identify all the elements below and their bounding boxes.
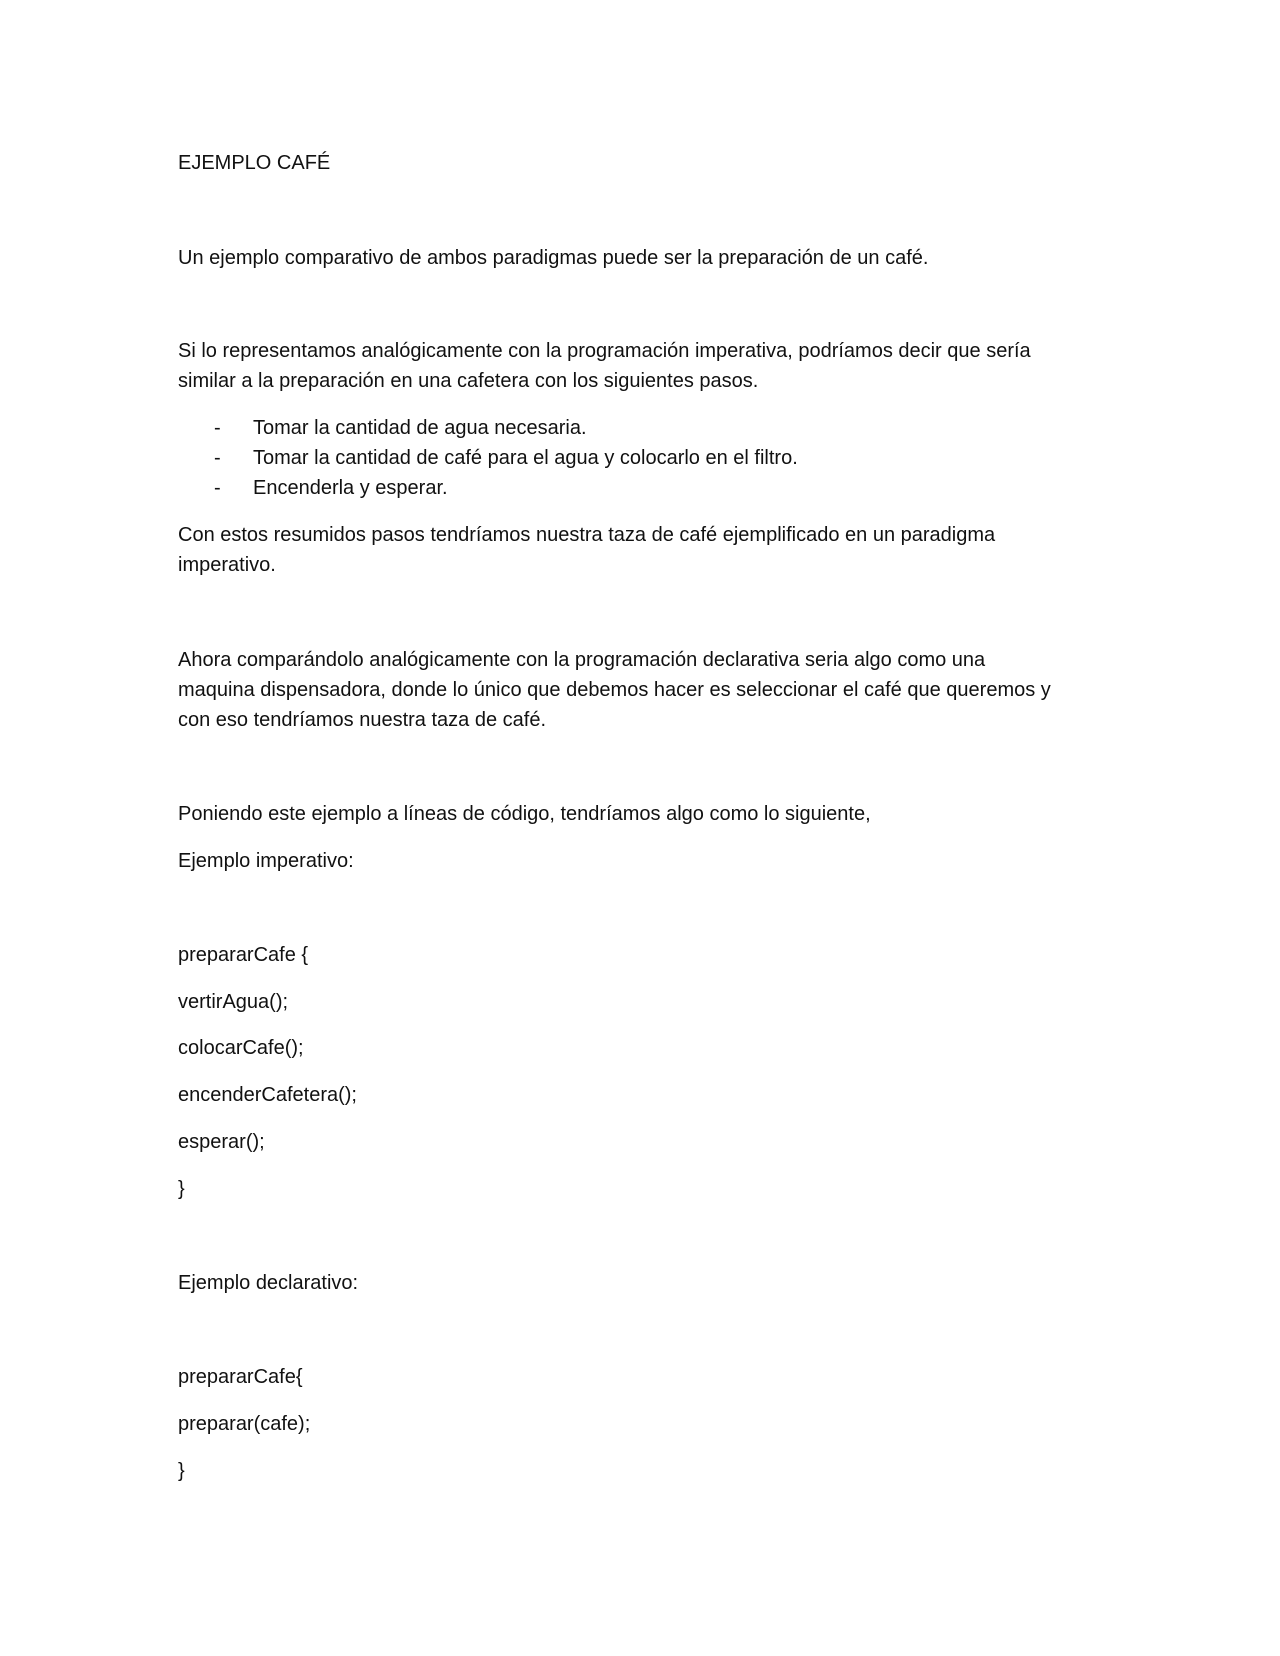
code-line: preparar(cafe); bbox=[178, 1413, 311, 1435]
code-line: prepararCafe { bbox=[178, 944, 309, 966]
declarative-paragraph-line-2: maquina dispensadora, donde lo único que debemos hacer es seleccionar el café que queremos y bbox=[178, 679, 1051, 701]
list-item: Tomar la cantidad de café para el agua y colocarlo en el filtro. bbox=[253, 447, 798, 469]
code-line: encenderCafetera(); bbox=[178, 1084, 357, 1106]
code-line: } bbox=[178, 1460, 185, 1482]
code-line: prepararCafe{ bbox=[178, 1366, 303, 1388]
declarative-paragraph-line-1: Ahora comparándolo analógicamente con la programación declarativa seria algo como una bbox=[178, 649, 986, 671]
code-line: colocarCafe(); bbox=[178, 1037, 304, 1059]
code-line: } bbox=[178, 1178, 185, 1200]
document-title: EJEMPLO CAFÉ bbox=[178, 152, 331, 174]
code-intro-paragraph: Poniendo este ejemplo a líneas de código, tendríamos algo como lo siguiente, bbox=[178, 803, 871, 825]
intro-paragraph: Un ejemplo comparativo de ambos paradigmas puede ser la preparación de un café. bbox=[178, 247, 929, 269]
list-bullet: - bbox=[214, 477, 221, 499]
imperative-example-label: Ejemplo imperativo: bbox=[178, 850, 354, 872]
imperative-paragraph-line-1: Si lo representamos analógicamente con la programación imperativa, podríamos decir que sería bbox=[178, 340, 1031, 362]
list-bullet: - bbox=[214, 417, 221, 439]
summary-paragraph-line-1: Con estos resumidos pasos tendríamos nuestra taza de café ejemplificado en un paradigma bbox=[178, 524, 996, 546]
list-item: Tomar la cantidad de agua necesaria. bbox=[253, 417, 587, 439]
list-item: Encenderla y esperar. bbox=[253, 477, 448, 499]
imperative-paragraph-line-2: similar a la preparación en una cafetera con los siguientes pasos. bbox=[178, 370, 759, 392]
declarative-paragraph-line-3: con eso tendríamos nuestra taza de café. bbox=[178, 709, 546, 731]
code-line: esperar(); bbox=[178, 1131, 265, 1153]
declarative-example-label: Ejemplo declarativo: bbox=[178, 1272, 359, 1294]
summary-paragraph-line-2: imperativo. bbox=[178, 554, 276, 576]
code-line: vertirAgua(); bbox=[178, 991, 289, 1013]
list-bullet: - bbox=[214, 447, 221, 469]
